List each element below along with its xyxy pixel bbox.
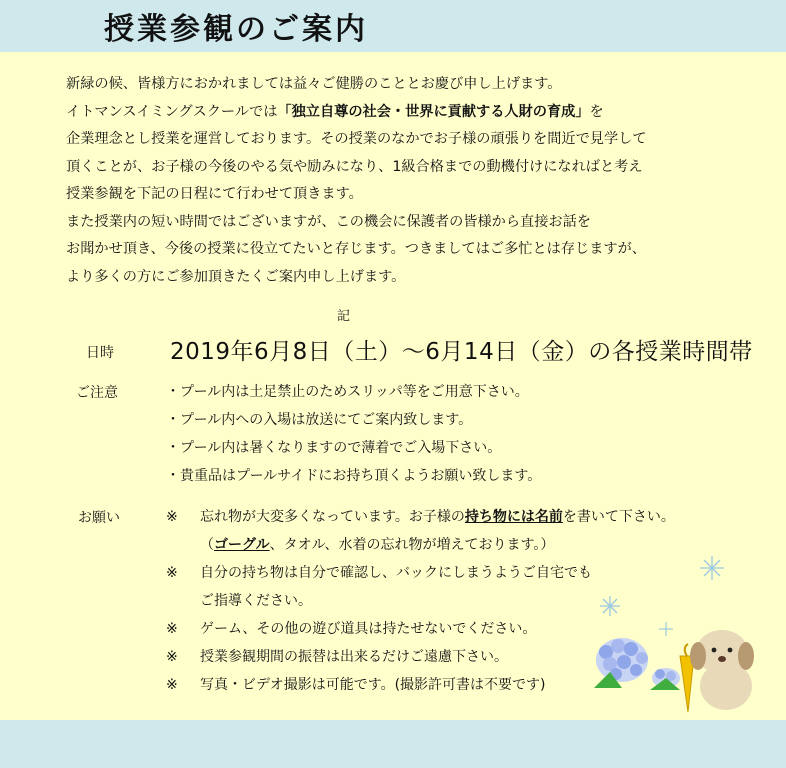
- reference-mark: [166, 587, 200, 615]
- request-emphasis: ゴーグル: [214, 537, 270, 553]
- reference-mark: ※: [166, 621, 178, 637]
- reference-mark: ※: [166, 677, 178, 693]
- requests-label: お願い: [78, 510, 120, 526]
- dog-icon: [690, 630, 754, 710]
- request-text: [200, 531, 554, 559]
- intro-text-segment: を: [589, 103, 604, 120]
- request-text-segment: 写真・ビデオ撮影は可能です。(撮影許可書は不要です): [200, 677, 546, 693]
- intro-line: [66, 154, 766, 182]
- intro-line: [66, 209, 766, 237]
- intro-text-segment: また授業内の短い時間ではございますが、この機会に保護者の皆様から直接お話を: [66, 213, 591, 230]
- intro-line: [66, 99, 766, 127]
- note-item: ・貴重品はプールサイドにお持ち頂くようお願い致します。: [166, 468, 542, 484]
- notes-list: [166, 378, 541, 490]
- intro-text-segment: 頂くことが、お子様の今後のやる気や励みになり、1級合格までの動機付けになればと考え: [66, 158, 643, 175]
- reference-mark: ※: [166, 509, 178, 525]
- request-text: [200, 587, 312, 615]
- datetime-value: 2019年6月8日（土）～6月14日（金）の各授業時間帯: [170, 339, 753, 365]
- request-text-segment: 自分の持ち物は自分で確認し、バックにしまうようご自宅でも: [200, 565, 592, 581]
- page-title: 授業参観のご案内: [104, 12, 368, 47]
- note-item: ・プール内への入場は放送にてご案内致します。: [166, 412, 473, 428]
- request-text: [200, 503, 675, 531]
- request-text: [200, 559, 592, 587]
- intro-line: [66, 181, 766, 209]
- intro-text-segment: 企業理念とし授業を運営しております。その授業のなかでお子様の頑張りを間近で見学して: [66, 131, 647, 147]
- ki-heading: 記: [337, 309, 351, 324]
- snowflake-icon: [700, 556, 724, 580]
- hydrangea-icon: [594, 638, 680, 690]
- footer-band: [0, 720, 786, 768]
- request-emphasis: 持ち物には名前: [464, 509, 563, 525]
- snowflake-icon: [600, 596, 620, 616]
- intro-text-segment: 授業参観を下記の日程にて行わせて頂きます。: [66, 186, 363, 202]
- datetime-label: 日時: [86, 345, 114, 361]
- request-text: [200, 615, 536, 643]
- note-item: ・プール内は土足禁止のためスリッパ等をご用意下さい。: [166, 384, 529, 400]
- request-text-segment: 忘れ物が大変多くなっています。お子様の: [200, 509, 465, 525]
- request-text-segment: 授業参観期間の振替は出来るだけご遠慮下さい。: [200, 649, 508, 665]
- intro-text: [66, 71, 766, 291]
- intro-text-segment: より多くの方にご参加頂きたくご案内申し上げます。: [66, 268, 406, 285]
- request-text-segment: 、タオル、水着の忘れ物が増えております。）: [269, 537, 555, 553]
- reference-mark: ※: [166, 649, 178, 665]
- request-text-segment: ご指導ください。: [200, 593, 312, 609]
- notes-label: ご注意: [76, 385, 118, 401]
- intro-text-segment: お聞かせ頂き、今後の授業に役立てたいと存じます。つきましてはご多忙とは存じますが、: [66, 241, 646, 257]
- reference-mark: [166, 531, 200, 559]
- rainy-season-illustration: [570, 548, 786, 720]
- request-item: [166, 503, 675, 531]
- note-item: ・プール内は暑くなりますので薄着でご入場下さい。: [166, 440, 502, 456]
- intro-line: [66, 264, 766, 292]
- reference-mark: ※: [166, 565, 178, 581]
- request-text: [200, 643, 508, 671]
- intro-text-segment: 新緑の候、皆様方におかれましては益々ご健勝のこととお慶び申し上げます。: [66, 76, 562, 92]
- snowflake-icon: [659, 622, 673, 636]
- intro-line: [66, 71, 766, 99]
- intro-line: [66, 236, 766, 264]
- intro-emphasis: 「独立自尊の社会・世界に貢献する人財の育成」: [277, 103, 590, 120]
- request-text-segment: （: [200, 537, 214, 553]
- intro-line: [66, 126, 766, 154]
- request-text-segment: ゲーム、その他の遊び道具は持たせないでください。: [200, 621, 537, 637]
- request-text: [200, 671, 546, 699]
- intro-text-segment: イトマンスイミングスクールでは: [66, 103, 278, 120]
- request-text-segment: を書いて下さい。: [562, 509, 675, 525]
